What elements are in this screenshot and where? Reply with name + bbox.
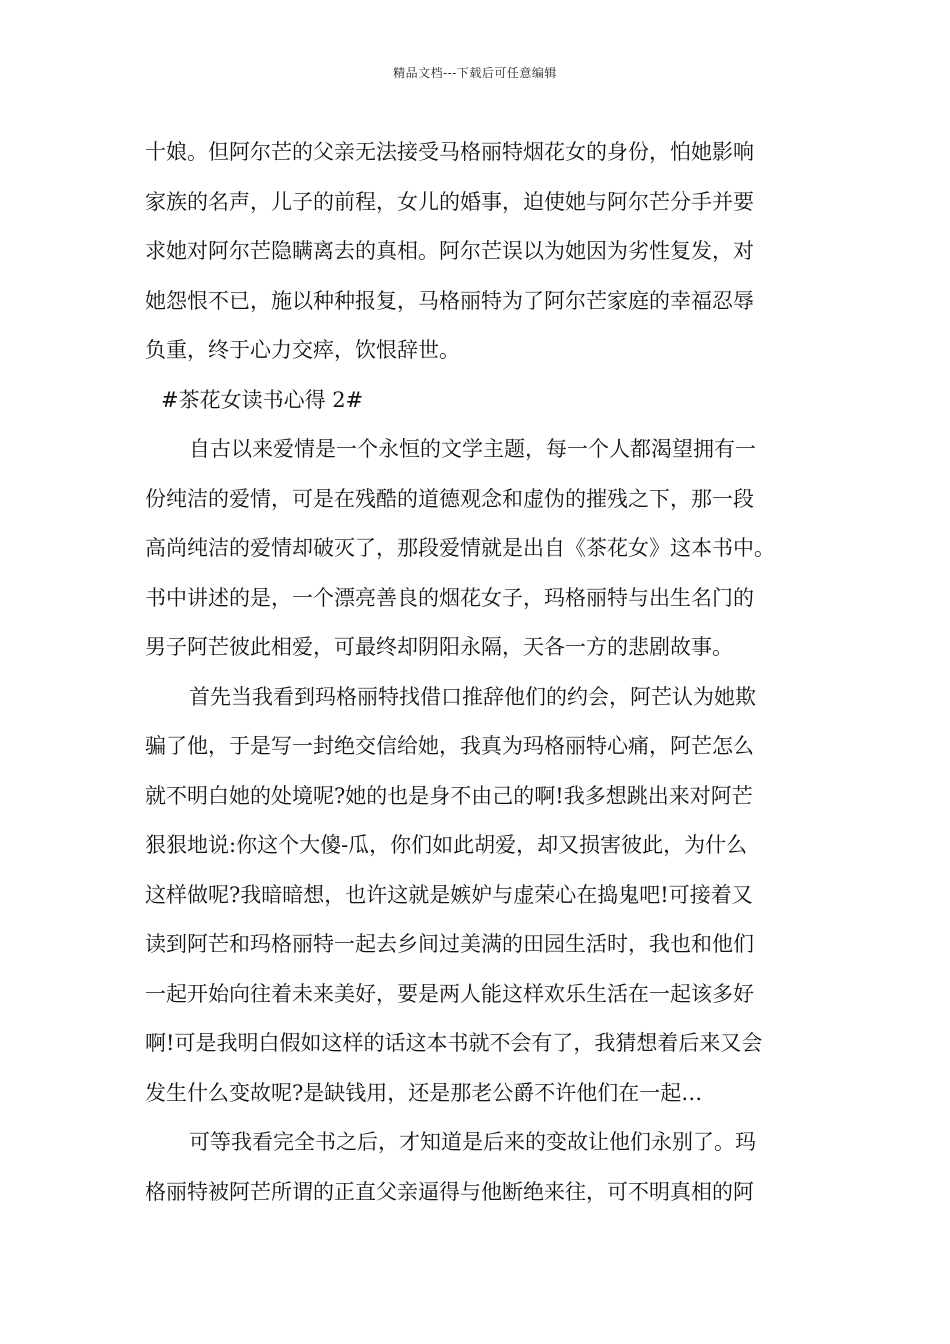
text-line: 一起开始向往着未来美好，要是两人能这样欢乐生活在一起该多好 (145, 981, 754, 1006)
text-line: 啊!可是我明白假如这样的话这本书就不会有了，我猜想着后来又会 (145, 1031, 763, 1055)
text-line: 可等我看完全书之后，才知道是后来的变故让他们永别了。玛 (189, 1130, 756, 1154)
text-line: 负重，终于心力交瘁，饮恨辞世。 (145, 338, 460, 362)
text-line: 这样做呢?我暗暗想，也许这就是嫉妒与虚荣心在捣鬼吧!可接着又 (145, 882, 753, 907)
text-line: 读到阿芒和玛格丽特一起去乡间过美满的田园生活时，我也和他们 (145, 932, 754, 956)
text-line: 高尚纯洁的爱情却破灭了，那段爱情就是出自《茶花女》这本书中。 (145, 536, 775, 560)
text-line: 男子阿芒彼此相爱，可最终却阴阳永隔，天各一方的悲剧故事。 (145, 635, 733, 659)
text-line: 份纯洁的爱情，可是在残酷的道德观念和虚伪的摧残之下，那一段 (145, 486, 754, 511)
text-line: 家族的名声，儿子的前程，女儿的婚事，迫使她与阿尔芒分手并要 (145, 189, 754, 214)
page-header: 精品文档---下载后可任意编辑 (393, 66, 557, 80)
text-line: 她怨恨不已，施以种种报复，马格丽特为了阿尔芒家庭的幸福忍辱 (145, 288, 754, 313)
text-line: 书中讲述的是，一个漂亮善良的烟花女子，玛格丽特与出生名门的 (145, 585, 754, 610)
document-body (145, 128, 815, 1217)
text-line: 自古以来爱情是一个永恒的文学主题，每一个人都渴望拥有一 (189, 437, 756, 461)
text-line: 首先当我看到玛格丽特找借口推辞他们的约会，阿芒认为她欺 (189, 684, 756, 709)
text-line: 格丽特被阿芒所谓的正直父亲逼得与他断绝来往，可不明真相的阿 (145, 1179, 754, 1204)
text-line: 骗了他，于是写一封绝交信给她，我真为玛格丽特心痛，阿芒怎么 (145, 734, 754, 758)
section-heading: #茶花女读书心得 2# (161, 387, 364, 412)
text-line: 十娘。但阿尔芒的父亲无法接受马格丽特烟花女的身份，怕她影响 (145, 140, 754, 164)
text-line: 发生什么变故呢?是缺钱用，还是那老公爵不许他们在一起… (145, 1080, 703, 1105)
text-line: 就不明白她的处境呢?她的也是身不由己的啊!我多想跳出来对阿芒 (145, 783, 753, 808)
text-line: 求她对阿尔芒隐瞒离去的真相。阿尔芒误以为她因为劣性复发，对 (145, 239, 754, 263)
text-line: 狠狠地说:你这个大傻-瓜，你们如此胡爱，却又损害彼此，为什么 (145, 833, 748, 857)
